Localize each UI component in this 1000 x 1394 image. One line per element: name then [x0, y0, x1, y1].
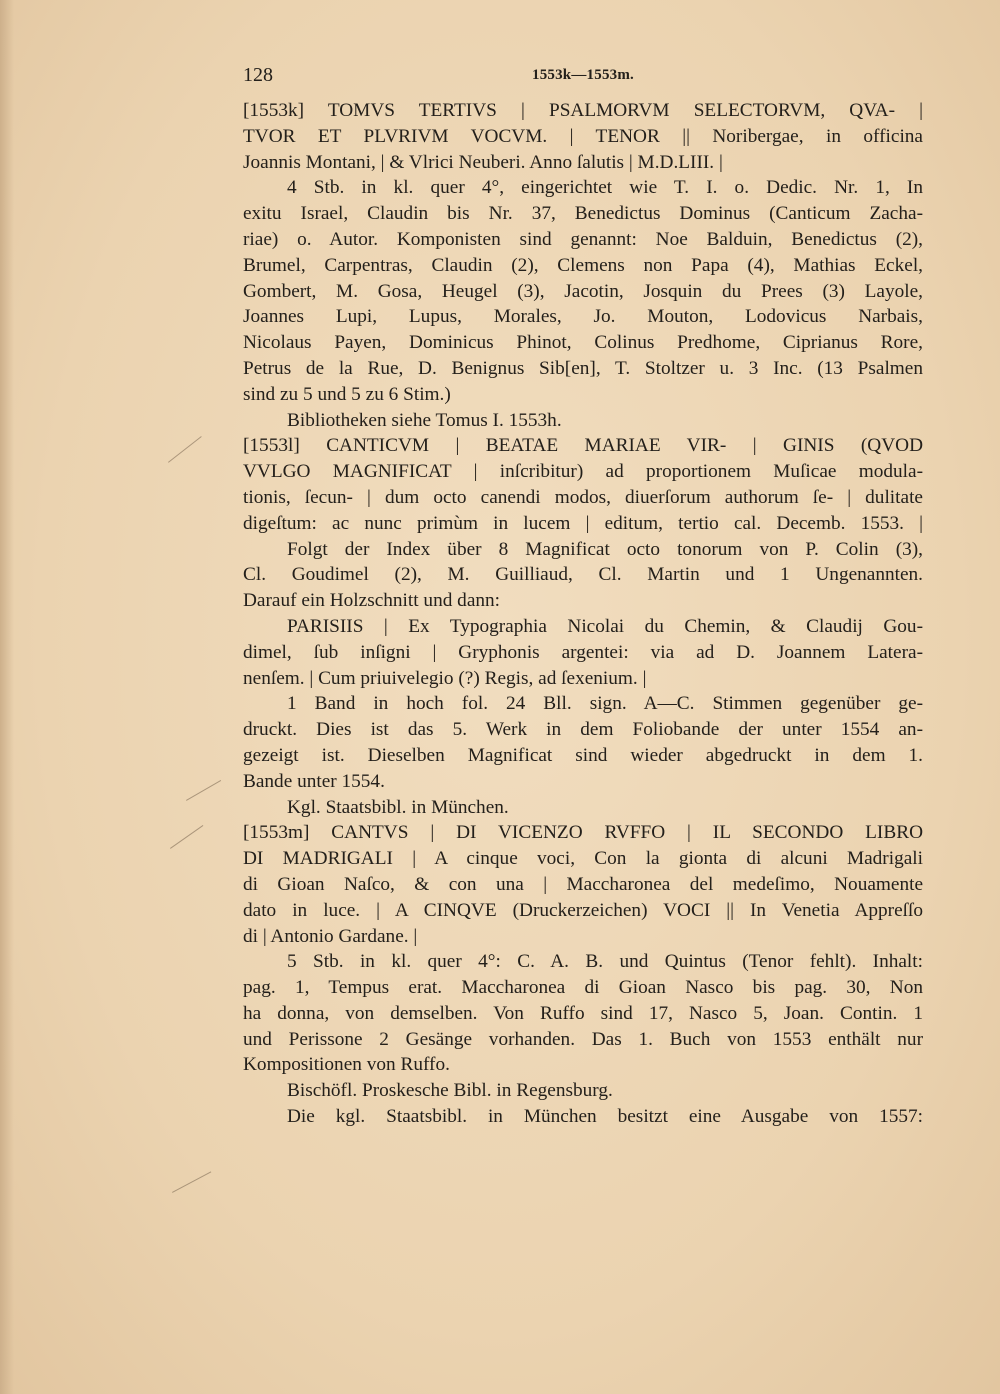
text-line: 5 Stb. in kl. quer 4°: C. A. B. und Quintus (Tenor fehlt). Inhalt: — [287, 951, 923, 973]
text-line: pag. 1, Tempus erat. Maccharonea di Gioan Nasco bis pag. 30, Non — [243, 977, 923, 999]
text-line: und Perissone 2 Gesänge vorhanden. Das 1. Buch von 1553 enthält nur — [243, 1028, 923, 1050]
catalog-entries — [243, 98, 923, 1130]
text-line: tionis, ſecun- | dum octo canendi modos, diuerſorum authorum ſe- | dulitate — [243, 486, 923, 508]
text-line: Kompositionen von Ruffo. — [243, 1054, 450, 1076]
text-line: ha donna, von demselben. Von Ruffo sind 17, Nasco 5, Joan. Contin. 1 — [243, 1002, 923, 1024]
text-line: dato in luce. | A CINQVE (Druckerzeichen) VOCI || In Venetia Appreſſo — [243, 899, 923, 921]
text-line: [1553l] CANTICVM | BEATAE MARIAE VIR- | GINIS (QVOD — [243, 435, 923, 457]
text-line: Petrus de la Rue, D. Benignus Sib[en], T. Stoltzer u. 3 Inc. (13 Psalmen — [243, 357, 923, 379]
text-line: exitu Israel, Claudin bis Nr. 37, Benedictus Dominus (Canticum Zacha- — [243, 203, 923, 225]
text-line: druckt. Dies ist das 5. Werk in dem Foliobande der unter 1554 an- — [243, 719, 923, 741]
page-edge-shadow — [0, 0, 14, 1394]
text-line: Kgl. Staatsbibl. in München. — [287, 796, 509, 818]
text-line: DI MADRIGALI | A cinque voci, Con la gionta di alcuni Madrigali — [243, 848, 923, 870]
text-line: dimel, ſub inſigni | Gryphonis argentei: via ad D. Joannem Latera- — [243, 641, 923, 663]
text-line: digeſtum: ac nunc primùm in lucem | editum, tertio cal. Decemb. 1553. | — [243, 512, 923, 534]
text-line: Bischöfl. Proskesche Bibl. in Regensburg. — [287, 1080, 613, 1102]
text-line: Cl. Goudimel (2), M. Guilliaud, Cl. Martin und 1 Ungenannten. — [243, 564, 923, 586]
text-line: Die kgl. Staatsbibl. in München besitzt eine Ausgabe von 1557: — [287, 1106, 923, 1128]
text-line: Brumel, Carpentras, Claudin (2), Clemens non Papa (4), Mathias Eckel, — [243, 254, 923, 276]
text-line: [1553k] TOMVS TERTIVS | PSALMORVM SELECTORVM, QVA- | — [243, 100, 923, 121]
text-line: sind zu 5 und 5 zu 6 Stim.) — [243, 383, 451, 405]
text-line: [1553m] CANTVS | DI VICENZO RVFFO | IL SECONDO LIBRO — [243, 822, 923, 844]
page-number: 128 — [243, 64, 273, 86]
text-line: Joannis Montani, | & Vlrici Neuberi. Anno ſalutis | M.D.LIII. | — [243, 151, 723, 173]
text-line: riae) o. Autor. Komponisten sind genannt: Noe Balduin, Benedictus (2), — [243, 228, 923, 250]
pencil-mark — [172, 1171, 211, 1193]
page-header — [243, 64, 923, 90]
text-line: Folgt der Index über 8 Magnificat octo tonorum von P. Colin (3), — [287, 538, 923, 560]
text-line: VVLGO MAGNIFICAT | inſcribitur) ad proportionem Muſicae modula- — [243, 461, 923, 483]
text-line: nenſem. | Cum priuivelegio (?) Regis, ad ſexenium. | — [243, 667, 647, 689]
text-line: TVOR ET PLVRIVM VOCVM. | TENOR || Noribergae, in officina — [243, 125, 923, 147]
text-line: di Gioan Naſco, & con una | Maccharonea del medeſimo, Nouamente — [243, 873, 923, 895]
pencil-mark — [168, 436, 202, 463]
text-line: di | Antonio Gardane. | — [243, 925, 418, 947]
text-line: Gombert, M. Gosa, Heugel (3), Jacotin, Josquin du Prees (3) Layole, — [243, 280, 923, 302]
text-line: Nicolaus Payen, Dominicus Phinot, Colinus Predhome, Ciprianus Rore, — [243, 332, 923, 354]
text-line: 4 Stb. in kl. quer 4°, eingerichtet wie T. I. o. Dedic. Nr. 1, In — [287, 177, 923, 199]
running-head: 1553k—1553m. — [532, 67, 634, 83]
text-line: Bande unter 1554. — [243, 770, 385, 792]
pencil-mark — [186, 780, 221, 801]
text-line: Joannes Lupi, Lupus, Morales, Jo. Mouton, Lodovicus Narbais, — [243, 306, 923, 328]
text-line: 1 Band in hoch fol. 24 Bll. sign. A—C. Stimmen gegenüber ge- — [287, 693, 923, 715]
text-line: Bibliotheken siehe Tomus I. 1553h. — [287, 409, 562, 431]
pencil-mark — [170, 825, 203, 849]
text-line: gezeigt ist. Dieselben Magnificat sind wieder abgedruckt in dem 1. — [243, 744, 923, 766]
text-line: PARISIIS | Ex Typographia Nicolai du Chemin, & Claudij Gou- — [287, 615, 923, 637]
text-line: Darauf ein Holzschnitt und dann: — [243, 590, 501, 612]
